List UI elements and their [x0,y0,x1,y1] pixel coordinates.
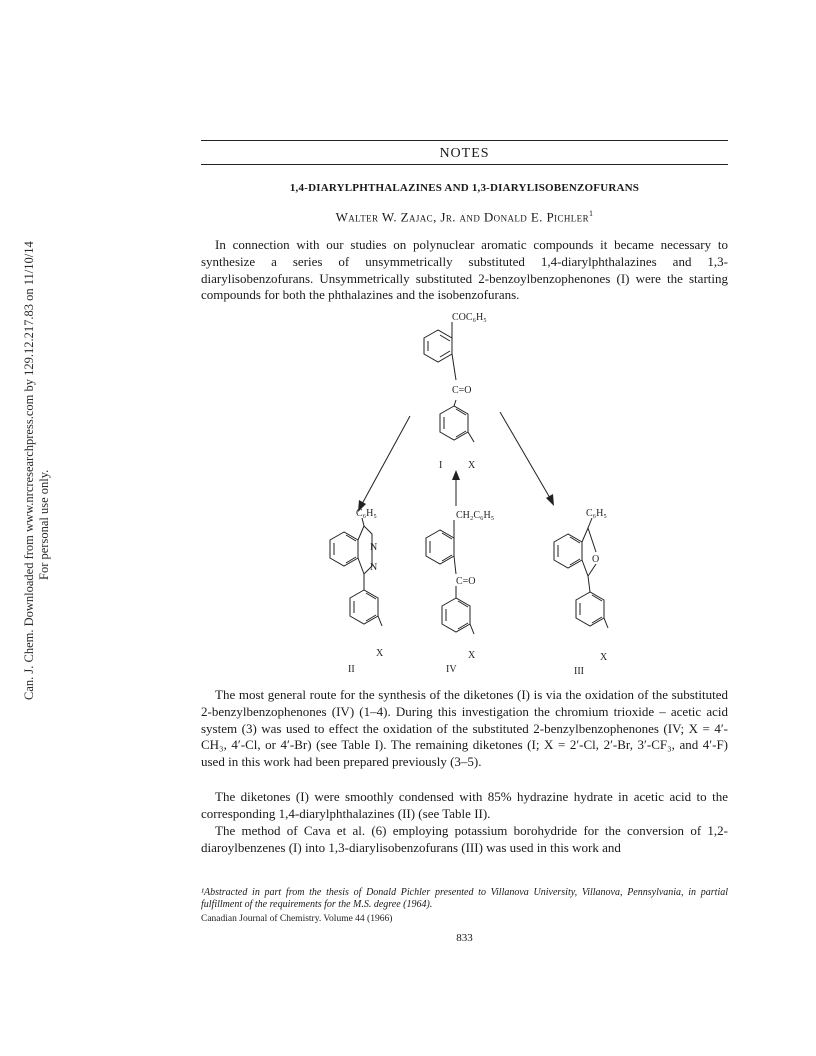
section-rule [201,164,728,165]
compound-IV-substituent: CH₂C₆H₅ [456,510,495,521]
compound-III-label: III [574,666,584,677]
footnote: ¹Abstracted in part from the thesis of Donald Pichler presented to Villanova University, Villanova, Pennsylvania, in partial fulfillment of the requirements for the M.S. degree (1964). [201,887,728,910]
compound-III-oxygen: O [592,554,600,565]
compound-IV-x: X [468,650,476,661]
compound-I-substituent: COC₆H₅ [452,312,487,323]
compound-III-structure [554,518,608,628]
article-authors: Walter W. Zajac, Jr. and Donald E. Pichler$^1$ [335,209,594,225]
intro-paragraph: In connection with our studies on polynuclear aromatic compounds it became necessary to synthesize a series of unsymmetrically substituted 1,4-diarylphthalazines and 1,3-diarylisobenzofurans. Unsymmetrically substituted 2-benzoylbenzophenones (I) were the starting compounds for both the phthalazines and the isobenzofurans. [201,237,728,303]
reaction-scheme [300,308,640,680]
paragraph-cava-method: The method of Cava et al. (6) employing potassium borohydride for the conversion of 1,2-diaroylbenzenes (I) into 1,3-diarylisobenzofurans (III) was used in this work and [201,823,728,855]
compound-I-x: X [468,460,476,471]
compound-III-x: X [600,652,608,663]
download-watermark [0,240,51,700]
journal-citation: Canadian Journal of Chemistry. Volume 44 (1966) [201,914,393,924]
compound-II-n1: N [370,542,378,553]
reaction-arrows [358,412,554,512]
section-heading: NOTES [439,146,490,161]
page-number: 833 [456,932,473,944]
top-rule [201,140,728,141]
download-notice: Can. J. Chem. Downloaded from www.nrcresearchpress.com by 129.12.217.83 on 11/10/14 [22,241,36,700]
paragraph-diketone-route: The most general route for the synthesis of the diketones (I) is via the oxidation of the substituted 2-benzylbenzophenones (IV) (1–4). During this investigation the chromium trioxide – acetic acid system (3) was used to effect the oxidation of the substituted 2-benzylbenzophenones (IV; X = 4′-CH₃, 4′-Cl, or 4′-Br) (see Table I). The remaining diketones (I; X = 2′-Cl, 2′-Br, 3′-CF₃, and 4′-F) used in this work had been prepared previously (3–5). [201,687,728,770]
compound-I-label: I [439,460,443,471]
compound-II-label: II [348,664,355,675]
author-footnote-mark: 1 [588,209,594,218]
compound-III-substituent: C₆H₅ [586,508,607,519]
compound-II-n2: N [370,562,378,573]
compound-I-carbonyl: C=O [452,385,472,396]
article-title: 1,4-DIARYLPHTHALAZINES AND 1,3-DIARYLISOBENZOFURANS [289,182,640,194]
compound-IV-carbonyl: C=O [456,576,476,587]
paragraph-hydrazine: The diketones (I) were smoothly condensed with 85% hydrazine hydrate in acetic acid to the corresponding 1,4-diarylphthalazines (II) (see Table II). [201,789,728,821]
compound-II-x: X [376,648,384,659]
compound-I-structure [424,322,474,442]
compound-IV-label: IV [446,664,457,675]
compound-II-substituent: C₆H₅ [356,508,377,519]
personal-use-notice: For personal use only. [37,469,51,580]
